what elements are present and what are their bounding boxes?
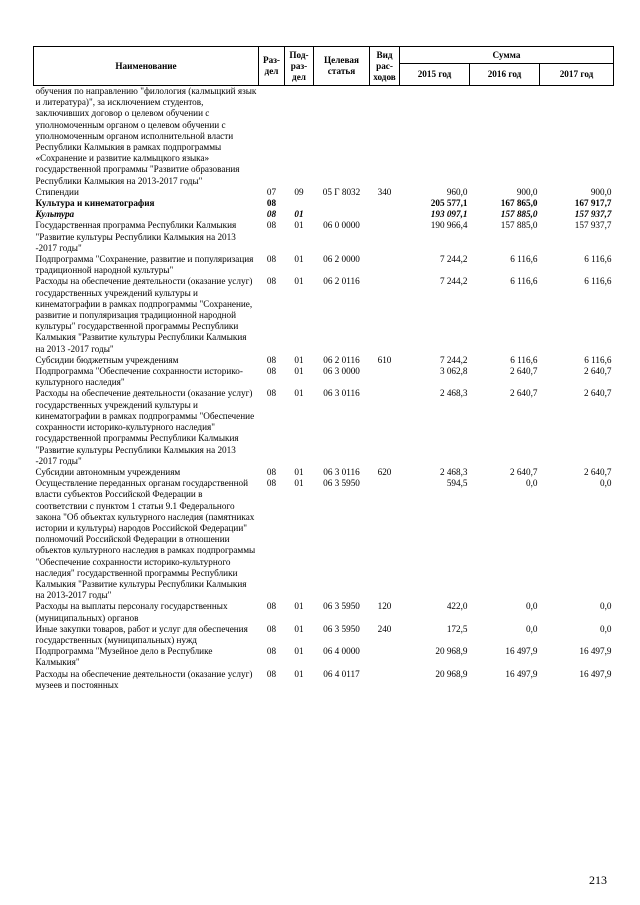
cell-sum-2016: 157 885,0: [500, 220, 538, 231]
cell-sum-2015: 20 968,9: [435, 668, 468, 679]
cell-sum-2016: 167 865,0: [500, 198, 538, 209]
table-row: [34, 366, 614, 388]
cell-sum-2015: 20 968,9: [435, 646, 468, 657]
cell-target: 06 2 0116: [323, 276, 360, 287]
cell-razdel: 08: [266, 668, 277, 679]
cell-sum-2017: 6 116,6: [584, 254, 612, 265]
cell-sum-2016: 6 116,6: [510, 354, 538, 365]
cell-name: Культура и кинематография: [35, 198, 155, 209]
cell-target: 06 3 5950: [323, 478, 360, 489]
cell-sum-2015: [400, 86, 470, 187]
cell-name: Государственная программа Республики Калмыкия "Развитие культуры Республики Калмыкия на 2013 -2017 годы": [35, 220, 237, 253]
cell-name: Подпрограмма "Сохранение, развитие и популяризация традиционной народной культуры": [35, 254, 254, 276]
budget-table-sheet: [33, 46, 613, 691]
table-row: [34, 187, 614, 198]
cell-type: 620: [377, 466, 392, 477]
cell-razdel: 08: [266, 366, 277, 377]
cell-name: Расходы на выплаты персоналу государственных (муниципальных) органов: [35, 601, 228, 623]
cell-podrazdel: [285, 198, 314, 209]
cell-sum-2015: 2 468,3: [439, 388, 468, 399]
table-row: [34, 355, 614, 366]
cell-razdel: 08: [266, 276, 277, 287]
cell-type: [370, 276, 400, 354]
table-row: [34, 198, 614, 209]
cell-target: [314, 198, 370, 209]
cell-razdel: 08: [266, 220, 277, 231]
cell-razdel: 07: [266, 186, 277, 197]
cell-type: [370, 366, 400, 388]
cell-sum-2016: 157 885,0: [500, 209, 538, 220]
table-row: [34, 209, 614, 220]
cell-podrazdel: 09: [294, 186, 304, 197]
cell-sum-2015: 3 062,8: [439, 366, 468, 377]
cell-podrazdel: 01: [294, 623, 304, 634]
cell-name: обучения по направлению "филология (калмыцкий язык и литература)", за исключением студентов, заключивших договор о целевом обучении с уполномоченным органом о целевом обучении с уполномоченным органом исполнительной власти Республики Калмыкия в рамках подпрограммы «Сохранение и развитие калмыцкого языка» государственной программы "Развитие образования Республики Калмыкия на 2013-2017 годы": [35, 86, 257, 186]
cell-type: [370, 209, 400, 220]
cell-podrazdel: 01: [294, 254, 304, 265]
cell-name: Стипендии: [35, 186, 79, 197]
cell-podrazdel: 01: [294, 478, 304, 489]
header-target: Целевая статья: [314, 47, 370, 86]
cell-sum-2015: 205 577,1: [430, 198, 468, 209]
header-2015: 2015 год: [400, 64, 470, 86]
cell-sum-2015: 190 966,4: [430, 220, 468, 231]
cell-target: 06 2 0000: [323, 254, 360, 265]
cell-type: 240: [377, 623, 392, 634]
cell-podrazdel: 01: [294, 354, 304, 365]
cell-name: Подпрограмма "Музейное дело в Республике Калмыкия": [35, 646, 213, 668]
cell-sum-2017: 2 640,7: [583, 388, 612, 399]
cell-podrazdel: [285, 86, 314, 187]
cell-target: 06 3 0116: [323, 388, 360, 399]
header-sum: Сумма: [400, 47, 614, 64]
budget-table: [33, 46, 614, 691]
cell-sum-2017: 2 640,7: [583, 466, 612, 477]
cell-razdel: 08: [266, 254, 277, 265]
cell-razdel: 08: [266, 388, 277, 399]
cell-sum-2016: [470, 86, 540, 187]
cell-podrazdel: 01: [294, 388, 304, 399]
cell-name: Расходы на обеспечение деятельности (оказание услуг) государственных учреждений культуры и кинематографии в рамках подпрограммы "Обеспечение сохранности историко-культурного наследия" государственной программы Республики Калмыкия "Развитие культуры Республики Калмыкия на 2013 -2017 годы": [35, 388, 255, 466]
cell-target: 06 0 0000: [323, 220, 360, 231]
cell-sum-2017: 16 497,9: [579, 668, 612, 679]
cell-type: [370, 388, 400, 466]
cell-type: 340: [377, 186, 392, 197]
cell-type: [370, 254, 400, 276]
cell-sum-2016: 16 497,9: [505, 668, 538, 679]
cell-name: Подпрограмма "Обеспечение сохранности историко-культурного наследия": [35, 366, 243, 388]
cell-name: Иные закупки товаров, работ и услуг для обеспечения государственных (муниципальных) нужд: [35, 623, 248, 645]
cell-target: 06 2 0116: [323, 354, 360, 365]
cell-target: [314, 209, 370, 220]
cell-razdel: 08: [266, 354, 277, 365]
header-2016: 2016 год: [470, 64, 540, 86]
cell-razdel: 08: [266, 601, 277, 612]
cell-name: Культура: [35, 209, 75, 220]
table-row: [34, 646, 614, 668]
table-row: [34, 669, 614, 691]
cell-podrazdel: 01: [294, 366, 304, 377]
cell-razdel: 08: [266, 478, 277, 489]
cell-target: [314, 86, 370, 187]
cell-sum-2015: 960,0: [446, 186, 468, 197]
cell-name: Расходы на обеспечение деятельности (оказание услуг) государственных учреждений культуры и кинематографии в рамках подпрограммы "Сохранение, развитие и популяризация традиционной народной культуры" государственной программы Республики Калмыкия "Развитие культуры Республики Калмыкия на 2013 -2017 годы": [35, 276, 253, 354]
header-type: Вид рас- ходов: [370, 47, 400, 86]
cell-podrazdel: 01: [294, 668, 304, 679]
cell-sum-2017: 167 917,7: [574, 198, 612, 209]
cell-razdel: 08: [266, 646, 277, 657]
table-row: [34, 254, 614, 276]
cell-sum-2017: 900,0: [590, 186, 612, 197]
table-row: [34, 478, 614, 601]
cell-sum-2016: 6 116,6: [510, 254, 538, 265]
cell-type: [370, 86, 400, 187]
cell-type: [370, 478, 400, 601]
header-name: Наименование: [34, 47, 259, 86]
cell-sum-2015: 7 244,2: [439, 276, 468, 287]
table-row: [34, 220, 614, 254]
cell-type: [370, 669, 400, 691]
cell-target: 06 4 0117: [323, 668, 360, 679]
cell-sum-2017: 16 497,9: [579, 646, 612, 657]
table-row: [34, 467, 614, 478]
cell-sum-2016: 6 116,6: [510, 276, 538, 287]
cell-sum-2017: 0,0: [600, 601, 612, 612]
cell-sum-2017: 2 640,7: [583, 366, 612, 377]
cell-sum-2016: 0,0: [526, 478, 538, 489]
cell-target: 06 3 5950: [323, 601, 360, 612]
cell-razdel: 08: [266, 466, 277, 477]
cell-sum-2016: 2 640,7: [509, 366, 538, 377]
cell-sum-2017: 0,0: [600, 623, 612, 634]
page-number: 213: [589, 873, 607, 887]
cell-sum-2015: 7 244,2: [439, 254, 468, 265]
cell-sum-2015: 594,5: [446, 478, 468, 489]
table-row: [34, 601, 614, 623]
cell-target: 06 4 0000: [323, 646, 360, 657]
table-row: [34, 388, 614, 466]
header-2017: 2017 год: [540, 64, 614, 86]
cell-sum-2015: 7 244,2: [439, 354, 468, 365]
cell-sum-2017: 0,0: [600, 478, 612, 489]
cell-sum-2017: 6 116,6: [584, 276, 612, 287]
cell-target: 06 3 0116: [323, 466, 360, 477]
header-razdel: Раз- дел: [259, 47, 285, 86]
cell-target: 06 3 0000: [323, 366, 360, 377]
cell-podrazdel: 01: [294, 466, 304, 477]
cell-sum-2017: [540, 86, 614, 187]
cell-sum-2017: 157 937,7: [574, 220, 612, 231]
cell-razdel: [259, 86, 285, 187]
cell-sum-2015: 172,5: [446, 623, 468, 634]
cell-name: Субсидии бюджетным учреждениям: [35, 354, 179, 365]
cell-sum-2016: 2 640,7: [509, 466, 538, 477]
cell-target: 05 Г 8032: [322, 186, 361, 197]
cell-name: Осуществление переданных органам государственной власти субъектов Российской Федерации в соответствии с пунктом 1 статьи 9.1 Федерального закона "Об объектах культурного наследия (памятниках истории и культуры) народов Российской Федерации" полномочий Российской Федерации в отношении объектов культурного наследия в рамках подпрограммы "Обеспечение сохранности историко-культурного наследия" государственной программы Республики Калмыкия "Развитие культуры Республики Калмыкия на 2013-2017 годы": [35, 478, 256, 601]
cell-razdel: 08: [266, 623, 277, 634]
table-row: [34, 624, 614, 646]
cell-podrazdel: 01: [294, 601, 304, 612]
cell-type: 610: [377, 354, 392, 365]
table-header: [34, 47, 614, 86]
cell-name: Расходы на обеспечение деятельности (оказание услуг) музеев и постоянных: [35, 668, 253, 690]
cell-sum-2016: 0,0: [526, 623, 538, 634]
cell-type: 120: [377, 601, 392, 612]
cell-razdel: 08: [266, 209, 277, 220]
table-row: [34, 86, 614, 187]
cell-sum-2016: 0,0: [526, 601, 538, 612]
cell-name: Субсидии автономным учреждениям: [35, 466, 181, 477]
cell-sum-2016: 900,0: [516, 186, 538, 197]
cell-sum-2016: 16 497,9: [505, 646, 538, 657]
cell-razdel: 08: [266, 198, 277, 209]
table-row: [34, 276, 614, 354]
cell-podrazdel: 01: [294, 646, 304, 657]
cell-podrazdel: 01: [294, 276, 304, 287]
cell-sum-2017: 157 937,7: [574, 209, 612, 220]
table-body: [34, 86, 614, 691]
cell-sum-2015: 2 468,3: [439, 466, 468, 477]
cell-type: [370, 198, 400, 209]
cell-sum-2015: 193 097,1: [430, 209, 468, 220]
cell-type: [370, 646, 400, 668]
cell-podrazdel: 01: [294, 209, 304, 220]
cell-sum-2016: 2 640,7: [509, 388, 538, 399]
cell-sum-2017: 6 116,6: [584, 354, 612, 365]
cell-type: [370, 220, 400, 254]
cell-target: 06 3 5950: [323, 623, 360, 634]
header-podrazdel: Под- раз- дел: [285, 47, 314, 86]
cell-podrazdel: 01: [294, 220, 304, 231]
cell-sum-2015: 422,0: [446, 601, 468, 612]
